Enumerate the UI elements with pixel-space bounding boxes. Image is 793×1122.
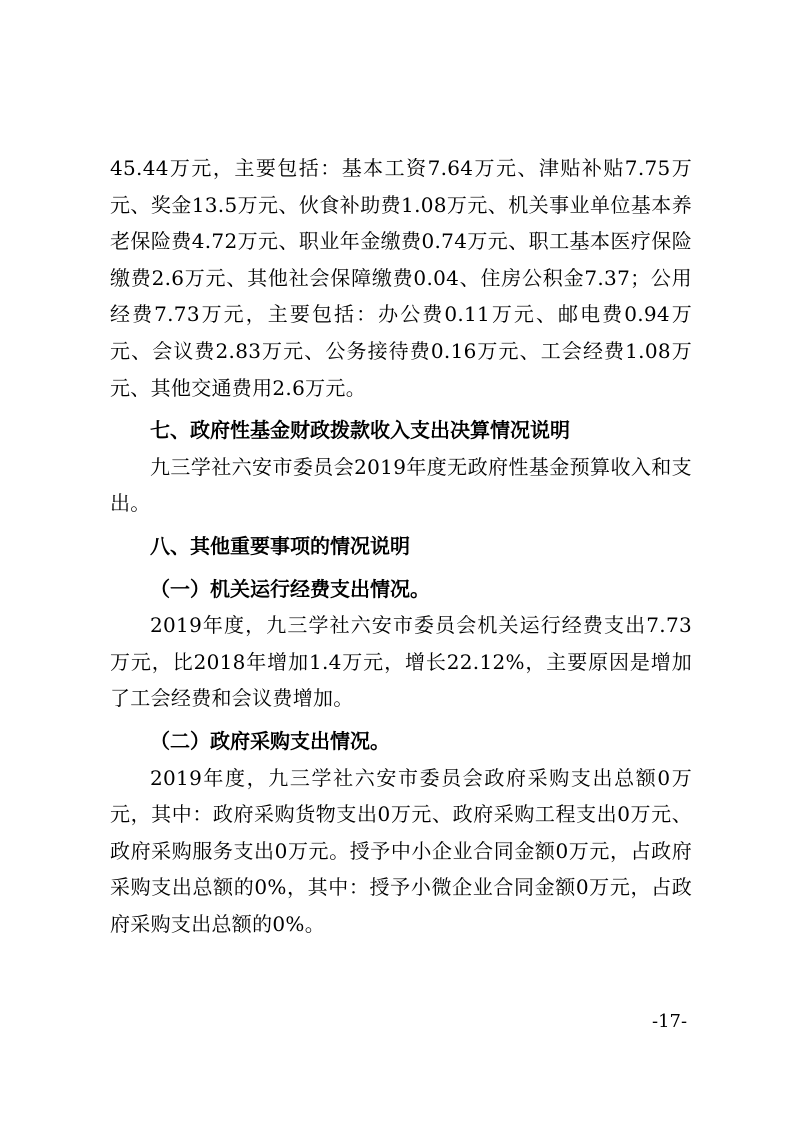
document-body — [110, 150, 692, 942]
paragraph-operating-expenses: 2019年度，九三学社六安市委员会机关运行经费支出7.73万元，比2018年增加1.4万元，增长22.12%，主要原因是增加了工会经费和会议费增加。 — [110, 613, 692, 711]
heading-subsection-one: （一）机关运行经费支出情况。 — [150, 576, 430, 601]
heading-section-seven: 七、政府性基金财政拨款收入支出决算情况说明 — [150, 418, 570, 443]
paragraph-personnel-expenses: 45.44万元，主要包括：基本工资7.64万元、津贴补贴7.75万元、奖金13.5万元、伙食补助费1.08万元、机关事业单位基本养老保险费4.72万元、职业年金缴费0.74万元、职工基本医疗保险缴费2.6万元、其他社会保障缴费0.04、住房公积金7.37；公用经费7.73万元，主要包括：办公费0.11万元、邮电费0.94万元、会议费2.83万元、公务接待费0.16万元、工会经费1.08万元、其他交通费用2.6万元。 — [110, 156, 692, 400]
heading-subsection-two: （二）政府采购支出情况。 — [150, 728, 390, 753]
paragraph-government-fund: 九三学社六安市委员会2019年度无政府性基金预算收入和支出。 — [110, 454, 692, 516]
paragraph-procurement: 2019年度，九三学社六安市委员会政府采购支出总额0万元，其中：政府采购货物支出0万元、政府采购工程支出0万元、政府采购服务支出0万元。授予中小企业合同金额0万元，占政府采购支出总额的0%，其中：授予小微企业合同金额0万元，占政府采购支出总额的0%。 — [110, 765, 692, 936]
page-number: -17- — [652, 1011, 688, 1032]
heading-section-eight: 八、其他重要事项的情况说明 — [150, 533, 410, 558]
